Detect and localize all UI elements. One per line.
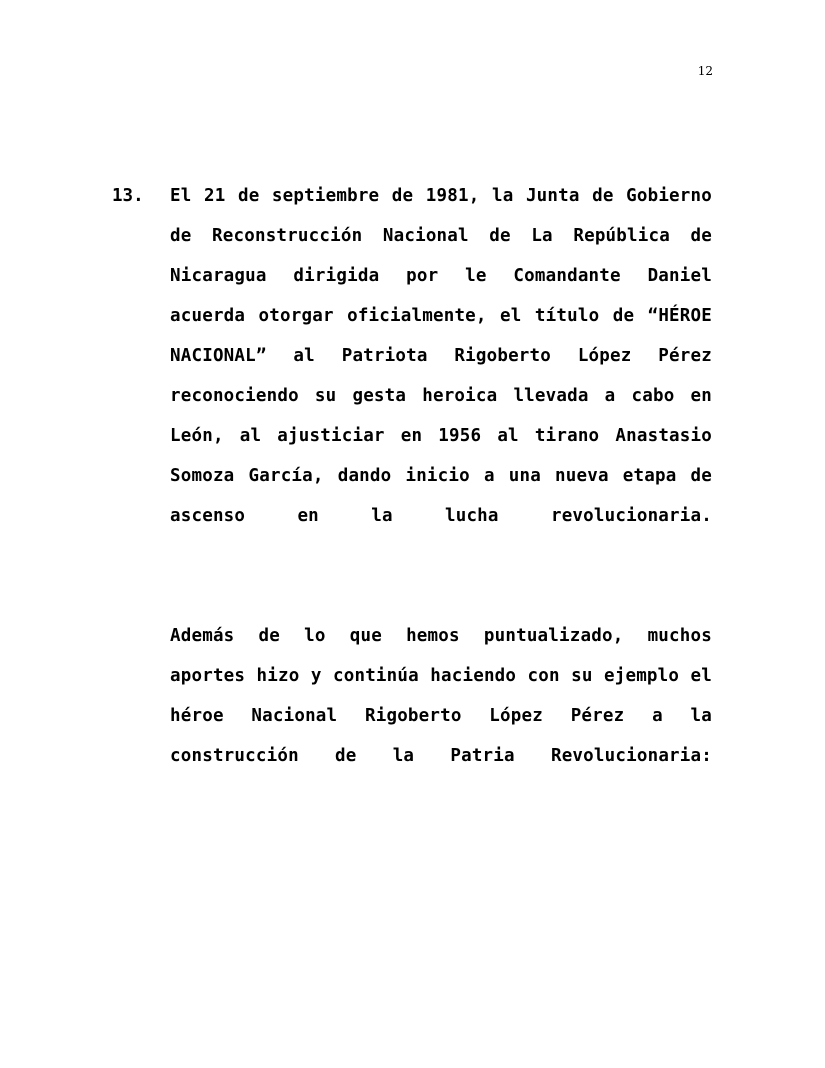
list-item-body <box>170 176 712 816</box>
paragraph-spacer <box>170 576 712 616</box>
paragraph-1: El 21 de septiembre de 1981, la Junta de Gobierno de Reconstrucción Nacional de La República de Nicaragua dirigida por le Comandante Daniel acuerda otorgar oficialmente, el título de “HÉROE NACIONAL” al Patriota Rigoberto López Pérez reconociendo su gesta heroica llevada a cabo en León, al ajusticiar en 1956 al tirano Anastasio Somoza García, dando inicio a una nueva etapa de ascenso en la lucha revolucionaria. <box>170 186 712 526</box>
page-number: 12 <box>697 64 713 78</box>
paragraph-2: Además de lo que hemos puntualizado, muchos aportes hizo y continúa haciendo con su ejemplo el héroe Nacional Rigoberto López Pérez a la construcción de la Patria Revolucionaria: <box>170 626 712 766</box>
list-item-number: 13. <box>112 186 144 206</box>
document-body <box>112 176 712 816</box>
list-item <box>112 176 712 816</box>
